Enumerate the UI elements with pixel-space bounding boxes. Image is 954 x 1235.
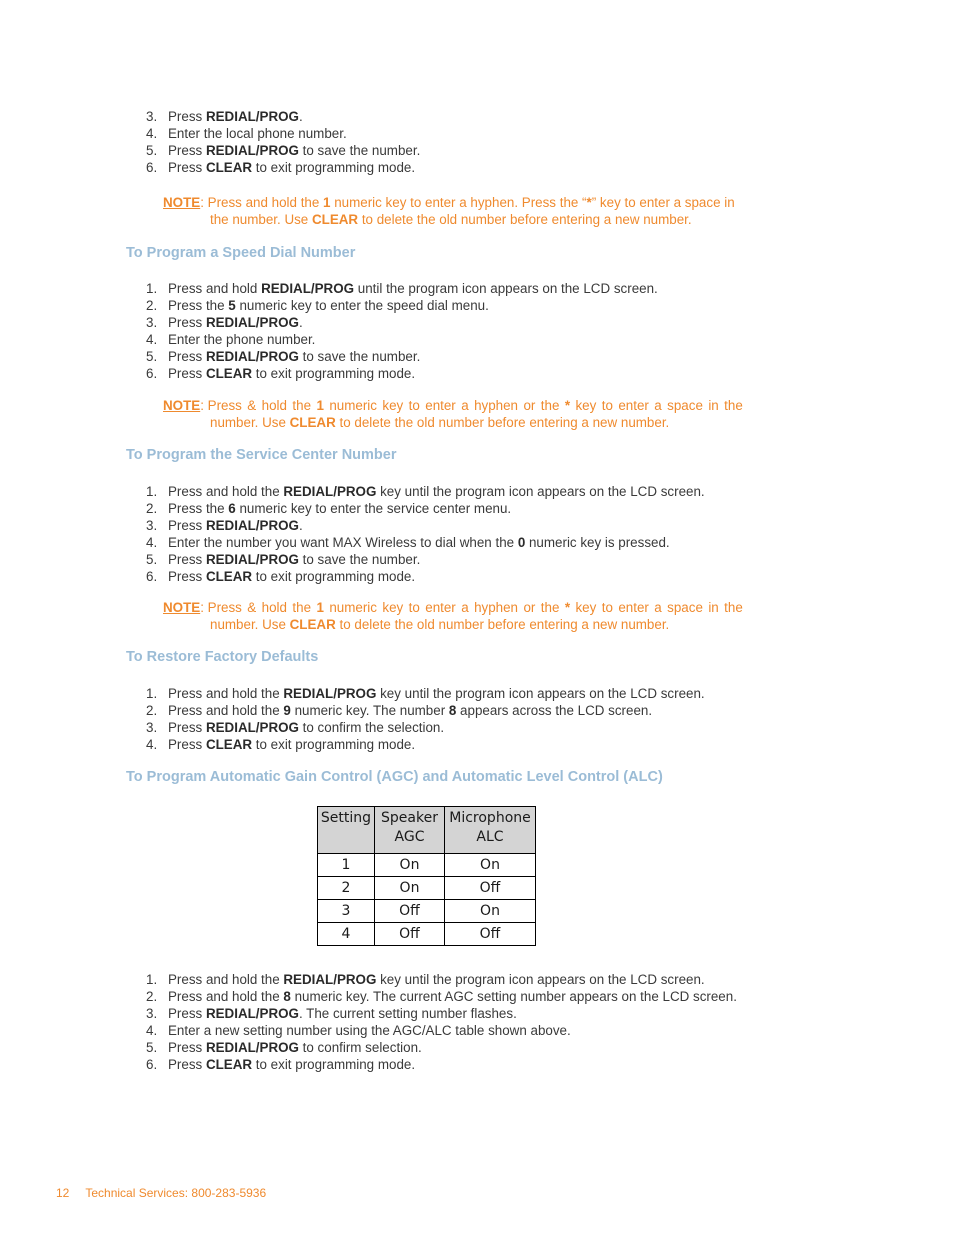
- step-number: 3.: [146, 315, 158, 330]
- step-item: [146, 483, 705, 500]
- step-text: Enter a new setting number using the AGC/ALC table shown above.: [168, 1023, 571, 1038]
- step-item: [146, 534, 705, 551]
- step-item: [146, 736, 705, 753]
- step-text: Press and hold REDIAL/PROG until the program icon appears on the LCD screen.: [168, 281, 658, 296]
- step-text: Press the 6 numeric key to enter the service center menu.: [168, 501, 512, 516]
- factory-defaults-steps-list: [146, 685, 705, 753]
- bold-term: REDIAL/PROG: [205, 1040, 299, 1055]
- bold-term: 1: [316, 398, 324, 413]
- step-text: Press REDIAL/PROG to save the number.: [168, 349, 421, 364]
- table-cell: 3: [318, 900, 375, 923]
- step-item: [146, 1039, 737, 1056]
- step-number: 3.: [146, 109, 158, 124]
- bold-term: REDIAL/PROG: [205, 143, 299, 158]
- step-item: [146, 971, 737, 988]
- step-text: Press CLEAR to exit programming mode.: [168, 737, 416, 752]
- step-number: 1.: [146, 686, 158, 701]
- step-text: Press REDIAL/PROG.: [168, 315, 303, 330]
- bold-term: CLEAR: [311, 212, 359, 227]
- step-number: 6.: [146, 569, 158, 584]
- step-text: Press CLEAR to exit programming mode.: [168, 569, 416, 584]
- table-cell: 2: [318, 877, 375, 900]
- step-text: Press and hold the REDIAL/PROG key until the program icon appears on the LCD screen.: [168, 972, 705, 987]
- step-item: [146, 331, 658, 348]
- step-item: [146, 1022, 737, 1039]
- step-text: Enter the number you want MAX Wireless to dial when the 0 numeric key is pressed.: [168, 535, 670, 550]
- step-text: Press CLEAR to exit programming mode.: [168, 160, 416, 175]
- step-item: [146, 568, 705, 585]
- note-label: NOTE: [163, 600, 201, 615]
- bold-term: 8: [448, 703, 457, 718]
- step-text: Press and hold the 8 numeric key. The current AGC setting number appears on the LCD screen.: [168, 989, 737, 1004]
- table-cell: Off: [375, 923, 445, 946]
- step-number: 4.: [146, 332, 158, 347]
- step-item: [146, 142, 420, 159]
- step-number: 1.: [146, 484, 158, 499]
- heading-service-center: To Program the Service Center Number: [126, 447, 397, 463]
- step-item: [146, 702, 705, 719]
- step-item: [146, 517, 705, 534]
- intro-steps-list: [146, 108, 420, 176]
- bold-term: 1: [323, 195, 331, 210]
- bold-term: REDIAL/PROG: [205, 349, 299, 364]
- step-text: Press and hold the REDIAL/PROG key until the program icon appears on the LCD screen.: [168, 686, 705, 701]
- bold-term: 0: [517, 535, 526, 550]
- table-cell: On: [445, 900, 536, 923]
- bold-term: 9: [283, 703, 291, 718]
- step-number: 4.: [146, 1023, 158, 1038]
- step-number: 2.: [146, 703, 158, 718]
- table-cell: On: [375, 877, 445, 900]
- step-number: 6.: [146, 1057, 158, 1072]
- service-center-steps-list: [146, 483, 705, 585]
- step-item: [146, 500, 705, 517]
- step-number: 4.: [146, 737, 158, 752]
- step-number: 1.: [146, 281, 158, 296]
- table-row: [318, 854, 536, 877]
- bold-term: REDIAL/PROG: [205, 720, 299, 735]
- step-text: Enter the phone number.: [168, 332, 316, 347]
- step-item: [146, 280, 658, 297]
- bold-term: 6: [228, 501, 236, 516]
- table-cell: On: [445, 854, 536, 877]
- step-item: [146, 108, 420, 125]
- heading-factory-defaults: To Restore Factory Defaults: [126, 649, 319, 665]
- step-text: Press REDIAL/PROG to save the number.: [168, 143, 421, 158]
- bold-term: REDIAL/PROG: [205, 518, 299, 533]
- step-number: 6.: [146, 366, 158, 381]
- step-item: [146, 988, 737, 1005]
- heading-agc-alc: To Program Automatic Gain Control (AGC) and Automatic Level Control (ALC): [126, 769, 663, 785]
- table-header-speaker-agc: Speaker AGC: [375, 807, 445, 854]
- bold-term: CLEAR: [205, 366, 253, 381]
- table-cell: 1: [318, 854, 375, 877]
- bold-term: CLEAR: [205, 1057, 253, 1072]
- table-cell: On: [375, 854, 445, 877]
- bold-term: REDIAL/PROG: [205, 1006, 299, 1021]
- step-text: Press and hold the REDIAL/PROG key until the program icon appears on the LCD screen.: [168, 484, 705, 499]
- bold-term: CLEAR: [289, 617, 336, 632]
- step-number: 4.: [146, 535, 158, 550]
- bold-term: *: [586, 195, 592, 210]
- bold-term: REDIAL/PROG: [283, 686, 377, 701]
- speed-dial-steps-list: [146, 280, 658, 382]
- page-footer: [56, 1186, 266, 1200]
- step-text: Press REDIAL/PROG to confirm the selection.: [168, 720, 445, 735]
- note-label: NOTE: [163, 398, 201, 413]
- bold-term: *: [564, 600, 571, 615]
- step-text: Press REDIAL/PROG. The current setting number flashes.: [168, 1006, 517, 1021]
- bold-term: REDIAL/PROG: [283, 972, 377, 987]
- step-number: 6.: [146, 160, 158, 175]
- step-text: Enter the local phone number.: [168, 126, 347, 141]
- bold-term: 1: [316, 600, 324, 615]
- step-text: Press REDIAL/PROG.: [168, 518, 303, 533]
- bold-term: REDIAL/PROG: [205, 109, 299, 124]
- page-number: 12: [56, 1186, 70, 1200]
- table-header-microphone-alc: Microphone ALC: [445, 807, 536, 854]
- step-number: 5.: [146, 143, 158, 158]
- step-number: 3.: [146, 720, 158, 735]
- note-service-center: NOTE: Press & hold the 1 numeric key to enter a hyphen or the * key to enter a space in the number. Use CLEAR to delete the old number before entering a new number.: [163, 600, 743, 632]
- table-cell: Off: [375, 900, 445, 923]
- table-row: [318, 900, 536, 923]
- step-text: Press REDIAL/PROG to confirm selection.: [168, 1040, 422, 1055]
- bold-term: CLEAR: [205, 160, 253, 175]
- step-item: [146, 365, 658, 382]
- bold-term: REDIAL/PROG: [205, 315, 299, 330]
- step-text: Press REDIAL/PROG to save the number.: [168, 552, 421, 567]
- bold-term: 8: [283, 989, 291, 1004]
- bold-term: 5: [228, 298, 236, 313]
- table-header-setting: Setting: [318, 807, 375, 854]
- step-item: [146, 1056, 737, 1073]
- step-number: 5.: [146, 349, 158, 364]
- heading-speed-dial: To Program a Speed Dial Number: [126, 245, 356, 261]
- step-item: [146, 1005, 737, 1022]
- note-label: NOTE: [163, 195, 201, 210]
- step-number: 5.: [146, 552, 158, 567]
- bold-term: REDIAL/PROG: [283, 484, 377, 499]
- bold-term: CLEAR: [289, 415, 336, 430]
- table-cell: 4: [318, 923, 375, 946]
- step-item: [146, 314, 658, 331]
- table-row: [318, 923, 536, 946]
- step-number: 2.: [146, 298, 158, 313]
- bold-term: REDIAL/PROG: [261, 281, 355, 296]
- step-number: 2.: [146, 989, 158, 1004]
- step-text: Press REDIAL/PROG.: [168, 109, 303, 124]
- step-number: 3.: [146, 1006, 158, 1021]
- bold-term: REDIAL/PROG: [205, 552, 299, 567]
- step-text: Press CLEAR to exit programming mode.: [168, 366, 416, 381]
- bold-term: CLEAR: [205, 737, 253, 752]
- step-item: [146, 159, 420, 176]
- note-hyphen-space: NOTE: Press and hold the 1 numeric key to enter a hyphen. Press the “*” key to enter a space in the number. Use CLEAR to delete the old number before entering a new number.: [163, 195, 735, 227]
- step-number: 3.: [146, 518, 158, 533]
- bold-term: *: [564, 398, 571, 413]
- step-item: [146, 551, 705, 568]
- step-text: Press and hold the 9 numeric key. The number 8 appears across the LCD screen.: [168, 703, 653, 718]
- step-item: [146, 719, 705, 736]
- footer-contact: Technical Services: 800-283-5936: [85, 1186, 267, 1200]
- bold-term: CLEAR: [205, 569, 253, 584]
- table-cell: Off: [445, 877, 536, 900]
- agc-alc-table: [317, 806, 536, 946]
- note-speed-dial: NOTE: Press & hold the 1 numeric key to enter a hyphen or the * key to enter a space in the number. Use CLEAR to delete the old number before entering a new number.: [163, 398, 743, 430]
- step-number: 5.: [146, 1040, 158, 1055]
- step-number: 2.: [146, 501, 158, 516]
- step-text: Press CLEAR to exit programming mode.: [168, 1057, 416, 1072]
- step-text: Press the 5 numeric key to enter the speed dial menu.: [168, 298, 489, 313]
- table-cell: Off: [445, 923, 536, 946]
- step-item: [146, 297, 658, 314]
- agc-alc-steps-list: [146, 971, 737, 1073]
- table-row: [318, 877, 536, 900]
- step-number: 4.: [146, 126, 158, 141]
- step-item: [146, 685, 705, 702]
- step-number: 1.: [146, 972, 158, 987]
- step-item: [146, 125, 420, 142]
- step-item: [146, 348, 658, 365]
